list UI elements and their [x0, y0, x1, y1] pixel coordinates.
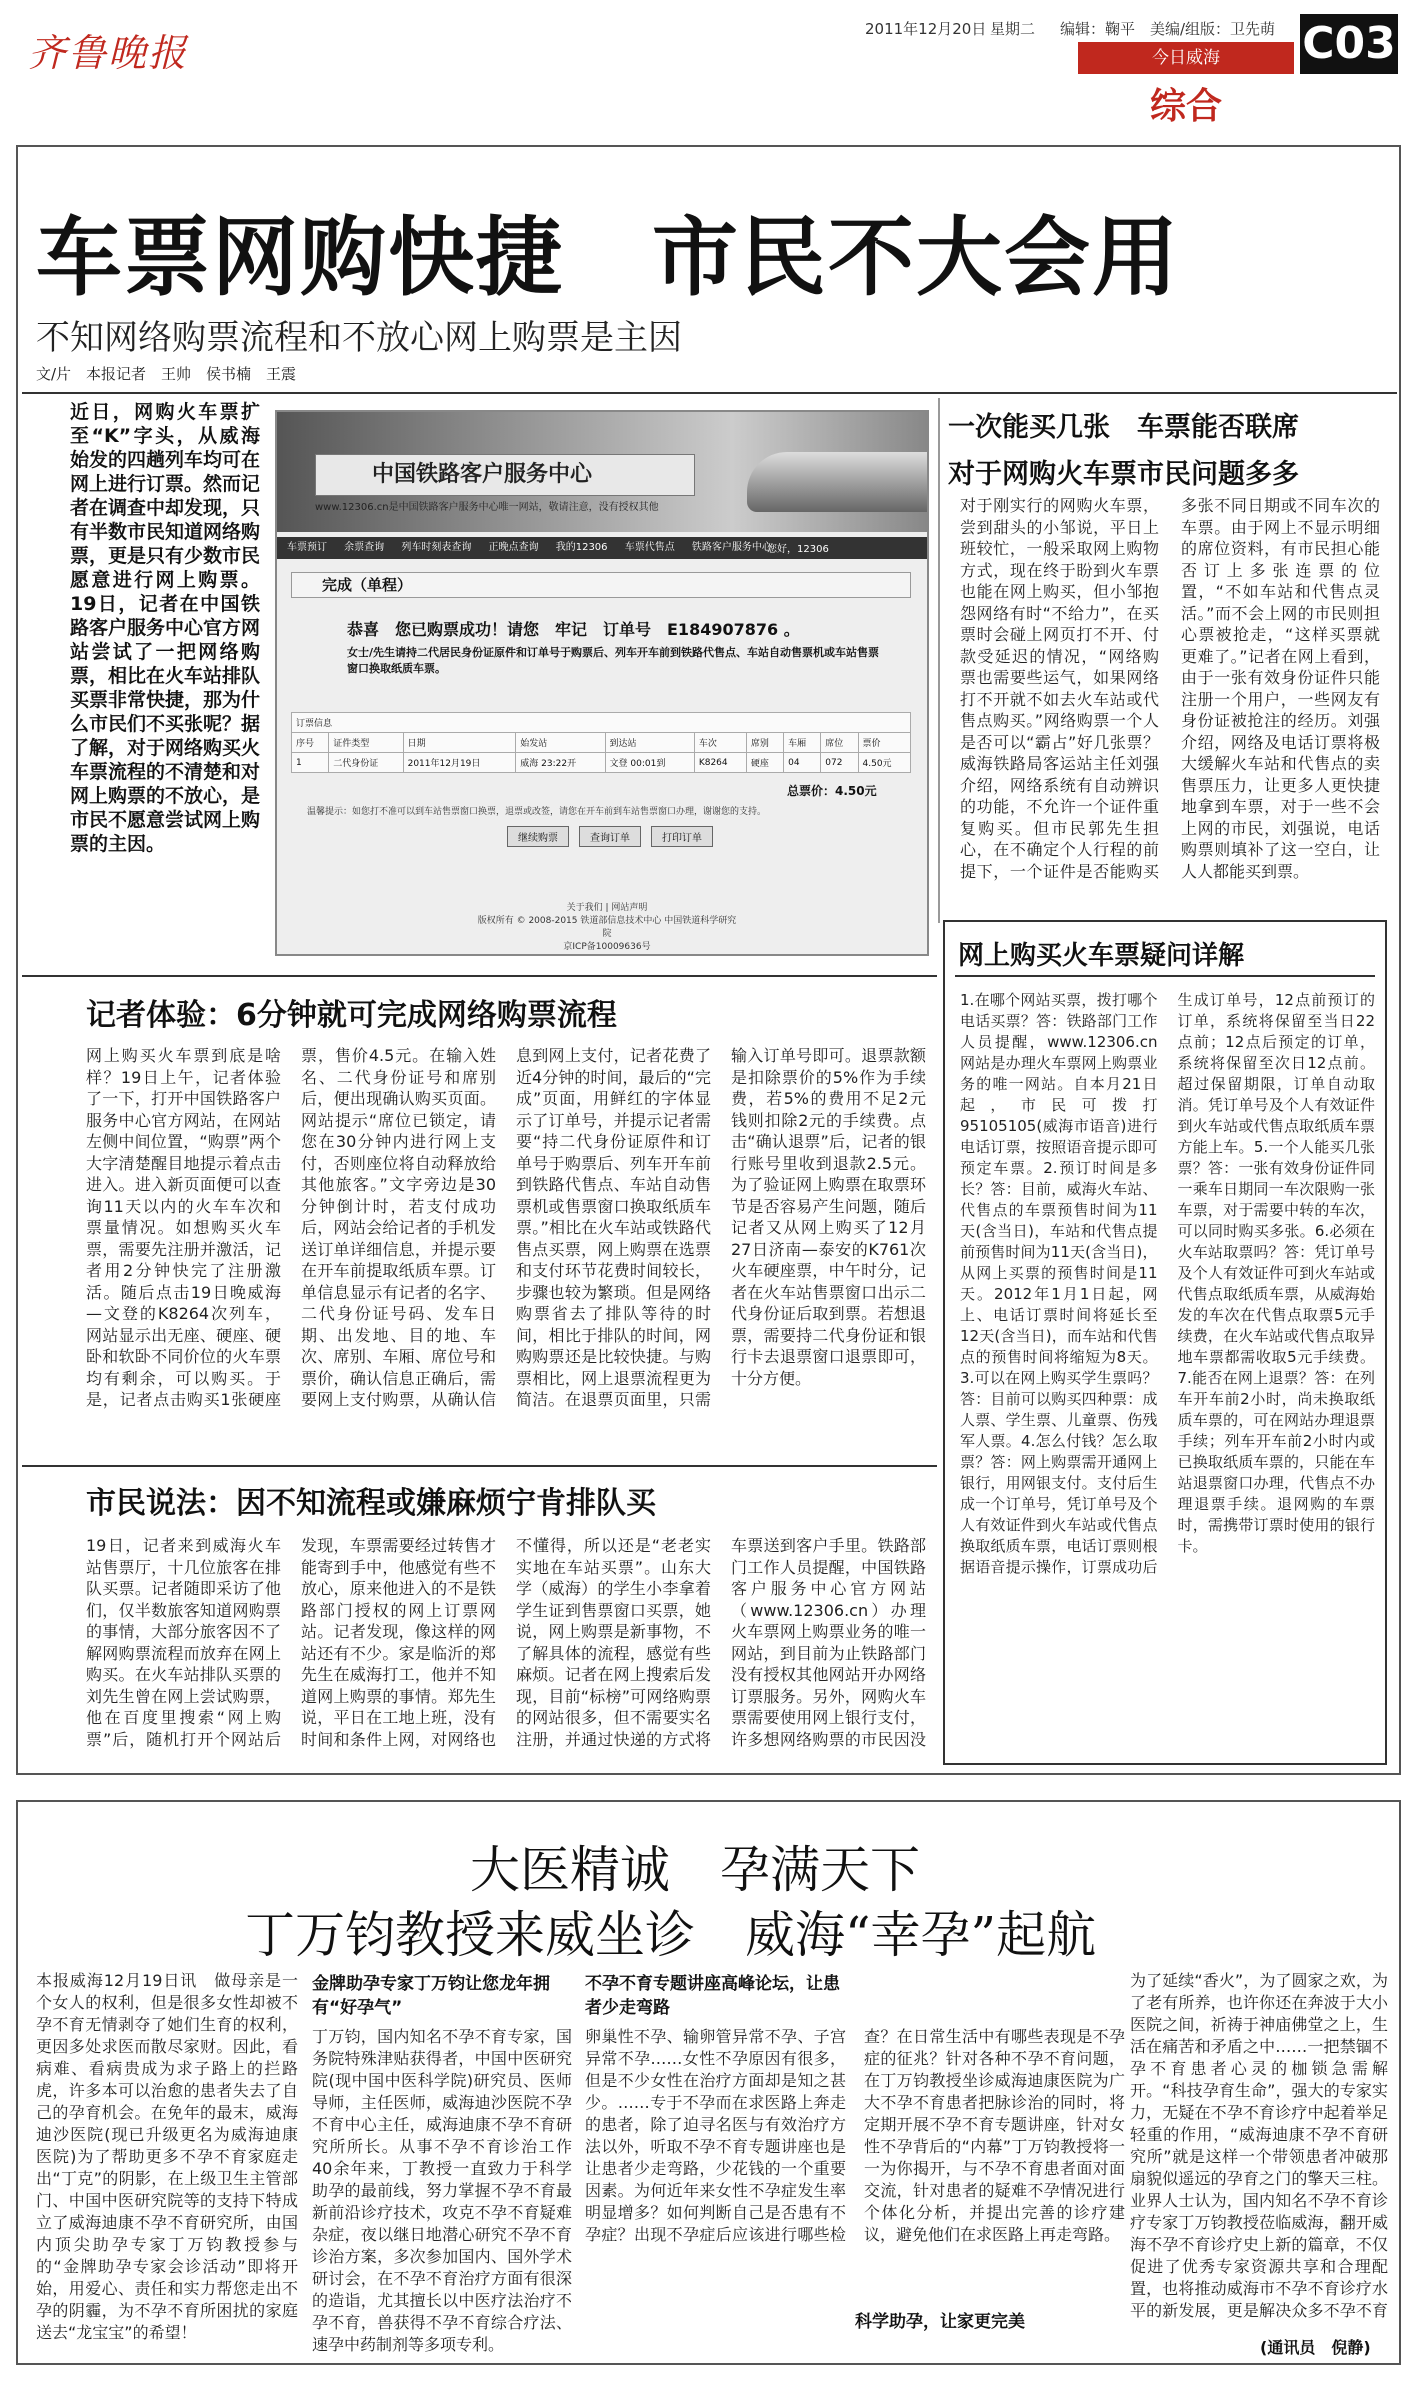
divider: [22, 975, 937, 977]
notice-text: 女士/先生请持二代居民身份证原件和订单号于购票后、列车开车前到铁路代售点、车站自动售票机或车站售票窗口换取纸质车票。: [347, 646, 880, 675]
congrats-text: 恭喜 您已购票成功！请您 牢记 订单号 E184907876 。: [347, 620, 800, 639]
experience-body: 网上购买火车票到底是啥样？19日上午，记者体验了一下，打开中国铁路客户服务中心官方网站，在网站左侧中间位置，“购票”两个大字清楚醒目地提示着点击进入。进入新页面便可以查询11天以内的火车车次和票量情况。如想购买火车票，需要先注册并激活，记者用2分钟快完了注册激活。随后点击19日晚威海—文登的K8264次列车，网站显示出无座、硬座、硬卧和软卧不同价位的火车票均有剩余，可以购买。于是，记者点击购买1张硬座票，售价4.5元。在输入姓名、二代身份证号和席别后，便出现确认购买页面。网站提示“席位已锁定，请您在30分钟内进行网上支付，否则座位将自动释放给其他旅客。”文字旁边是30分钟倒计时，若支付成功后，网站会给记者的手机发送订单详细信息，并提示要在开车前提取纸质车票。订单信息显示有记者的名字、二代身份证号码、发车日期、出发地、目的地、车次、席别、车厢、席位号和票价，确认信息正确后，需要网上支付购票，从确认信息到网上支付，记者花费了近4分钟的时间，最后的“完成”页面，用鲜红的字体显示了订单号，并提示记者需要“持二代身份证原件和订单号于购票后、列车开车前到铁路代售点、车站自动售票机或售票窗口换取纸质车票。”相比在火车站或铁路代售点买票，网上购票在选票和支付环节花费时间较长，步骤也较为繁琐。但是网络购票省去了排队等待的时间，相比于排队的时间，网购购票还是比较快捷。与购票相比，网上退票流程更为简洁。在退票页面里，只需输入订单号即可。退票款额是扣除票价的5%作为手续费，若5%的费用不足2元钱则扣除2元的手续费。点击“确认退票”后，记者的银行账号里收到退款2.5元。为了验证网上购票在取票环节是否容易产生问题，随后记者又从网上购买了12月27日济南—泰安的K761次火车硬座票，中午时分，记者在火车站售票窗口出示二代身份证后取到票。若想退票，需要持二代身份证和银行卡去退票窗口退票即可，十分方便。: [86, 1046, 926, 1409]
table-cell: 硬座: [746, 753, 783, 773]
designer-credit: 美编/组版：卫先萌: [1150, 20, 1276, 38]
table-cell: K8264: [694, 753, 746, 773]
table-cell: 2011年12月19日: [403, 753, 516, 773]
tip-text: 温馨提示：如您打不准可以到车站售票窗口换票，退票或改签，请您在开车前到车站售票窗口办理，谢谢您的支持。: [307, 807, 767, 817]
ad-column-4: 为了延续“香火”，为了圆家之欢，为了老有所养，也许你还在奔波于大小医院之间，祈祷于神庙佛堂之上，生活在痛苦和矛盾之中……一把禁锢不孕不育患者心灵的枷锁急需解开。“科技孕育生命”，强大的专家实力，无疑在不孕不育诊疗中起着举足轻重的作用，“威海迪康不孕不育研究所”就是这样一个带领患者冲破那扇貌似遥远的孕育之门的擎天三柱。业界人士认为，国内知名不孕不育诊疗专家丁万钧教授莅临威海，翻开威海不孕不育诊疗史上新的篇章，不仅促进了优秀专家资源共享和合理配置，也将推动威海市不孕不育诊疗水平的新发展，更是解决众多不孕不育: [1130, 1971, 1388, 2320]
site-url: www.12306.cn是中国铁路客户服务中心唯一网站，敬请注意，没有授权其他: [315, 502, 659, 513]
table-header: 席位: [821, 733, 858, 753]
site-nav: 车票预订 余票查询 列车时刻表查询 正晚点查询 我的12306 车票代售点 铁路客户服务中心: [277, 537, 927, 559]
order-info-label: 订票信息: [292, 713, 911, 733]
byline: 文/片 本报记者 王帅 侯书楠 王震: [36, 365, 297, 383]
table-header: 证件类型: [329, 733, 403, 753]
section-category: 综合: [1150, 86, 1223, 127]
table-cell: 1: [292, 753, 329, 773]
headline-part-b: 市民不大会用: [652, 208, 1180, 308]
faq-title: 网上购买火车票疑问详解: [958, 941, 1245, 971]
ad-headline-2: 丁万钧教授来威坐诊 威海“幸孕”起航: [245, 1906, 1097, 1964]
site-footer: [477, 902, 737, 954]
welcome-text: 您好，12306: [767, 544, 829, 555]
button-row: [507, 826, 723, 847]
ad-signoff: (通讯员 倪静): [1260, 2338, 1371, 2357]
table-header: 票价: [858, 733, 911, 753]
ad-headline-1: 大医精诚 孕满天下: [470, 1841, 920, 1899]
main-subheadline: 不知网络购票流程和不放心网上购票是主因: [36, 318, 682, 358]
print-order-button: 打印订单: [651, 826, 713, 847]
citizens-body: 19日，记者来到威海火车站售票厅，十几位旅客在排队买票。记者随即采访了他们，仅半数旅客知道网购票的事情，大部分旅客因不了解网购票流程而放弃在网上购买。在火车站排队买票的刘先生曾在网上尝试购票，他在百度里搜索“网上购票”后，随机打开个网站后发现，车票需要经过转售才能寄到手中，他感觉有些不放心，原来他进入的不是铁路部门授权的网上订票网站。记者发现，像这样的网站还有不少。家是临沂的郑先生在威海打工，他并不知道网上购票的事情。郑先生说，平日在工地上班，没有时间和条件上网，对网络也不懂得，所以还是“老老实实地在车站买票”。山东大学（威海）的学生小李拿着学生证到售票窗口买票，她说，网上购票是新事物，不了解具体的流程，感觉有些麻烦。记者在网上搜索后发现，目前“标榜”可网络购票的网站很多，但不需要实名注册，并通过快递的方式将车票送到客户手里。铁路部门工作人员提醒，中国铁路客户服务中心官方网站（www.12306.cn）办理火车票网上购票业务的唯一网站，到目前为止铁路部门没有授权其他网站开办网络订票服务。另外，网购火车票需要使用网上银行支付，许多想网络购票的市民因没: [86, 1536, 926, 1749]
table-header: 车厢: [784, 733, 821, 753]
site-logo: 中国铁路客户服务中心: [315, 454, 695, 496]
table-header: 车次: [694, 733, 746, 753]
experience-title: 记者体验：6分钟就可完成网络购票流程: [86, 998, 617, 1033]
main-headline: [36, 188, 1180, 312]
ad-col4-title: 科学助孕，让家更完美: [855, 2312, 1025, 2332]
footer-line: 关于我们 | 网站声明: [566, 903, 648, 913]
issue-weekday: 星期二: [990, 20, 1036, 38]
headline-part-a: 车票网购快捷: [36, 208, 564, 308]
table-header: 席别: [746, 733, 783, 753]
query-order-button: 查询订单: [579, 826, 641, 847]
lead-paragraph: 近日，网购火车票扩至“K”字头，从威海始发的四趟列车均可在网上进行订票。然而记者在调查中却发现，只有半数市民知道网络购票，更是只有少数市民愿意进行网上购票。19日，记者在中国铁路客户服务中心官方网站尝试了一把网络购票，相比在火车站排队买票非常快捷，那为什么市民们不买张呢？据了解，对于网络购买火车票流程的不清楚和对网上购票的不放心，是市民不愿意尝试网上购票的主因。: [70, 401, 260, 855]
table-header: 日期: [403, 733, 516, 753]
table-cell: 04: [784, 753, 821, 773]
table-cell: 威海 23:22开: [516, 753, 605, 773]
order-table: [291, 712, 911, 773]
footer-line: 京ICP备10009636号: [563, 942, 651, 952]
website-screenshot: [275, 410, 929, 956]
ad-column-2: 丁万钧，国内知名不孕不育专家，国务院特殊津贴获得者，中国中医研究院(现中国中医科学院)研究员、医师导师，主任医师，威海迪沙医院不孕不育中心主任，威海迪康不孕不育研究所所长。从事不孕不育诊治工作40余年来，丁教授一直致力于科学助孕的最前线，努力掌握不孕不育最新前沿诊疗技术，攻克不孕不育疑难杂症，夜以继日地潜心研究不孕不育诊治方案，多次参加国内、国外学术研讨会，在不孕不育治疗方面有很深的造诣，尤其擅长以中医疗法治疗不孕不育，兽获得不孕不育综合疗法、速孕中药制剂等多项专利。: [312, 2027, 572, 2354]
multi-body: 对于刚实行的网购火车票，尝到甜头的小邹说，平日上班较忙，一般采取网上购物方式，现在终于盼到火车票也能在网上购买，但小邹抱怨网络有时“不给力”，在买票时会碰上网页打不开、付款受延迟的情况，“网络购票也需要些运气，如果网络打不开就不如去火车站或代售点购买。”网络购票一个人是否可以“霸占”好几张票？威海铁路局客运站主任刘强介绍，网络系统有自动辨识的功能，不允许一个证件重复购买。但市民郭先生担心，在不确定个人行程的前提下，一个证件是否能购买多张不同日期或不同车次的车票。由于网上不显示明细的席位资料，有市民担心能否订上多张连票的位置，“不如车站和代售点灵活。”而不会上网的市民则担心票被抢走，“这样买票就更难了。”记者在网上看到，由于一张有效身份证件只能注册一个用户，一些网友有身份证被抢注的经历。刘强介绍，网络及电话订票将极大缓解火车站和代售点的卖售票压力，让更多人更快捷地拿到车票，对于一些不会上网的市民，刘强说，电话购票则填补了这一空白，让人人都能买到票。: [960, 496, 1380, 881]
faq-body: 1.在哪个网站买票，拨打哪个电话买票？答：铁路部门工作人员提醒，www.12306.cn网站是办理火车票网上购票业务的唯一网站。自本月21日起，市民可拨打95105105(威海市语音)进行电话订票，按照语音提示即可预定车票。2.预订时间是多长？答：目前，威海火车站、代售点的车票预售时间为11天(含当日)，车站和代售点提前预售时间为11天(含当日)，从网上买票的预售时间是11天。2012年1月1日起，网上、电话订票时间将延长至12天(含当日)，而车站和代售点的预售时间将缩短为8天。3.可以在网上购买学生票吗？答：目前可以购买四种票：成人票、学生票、儿童票、伤残军人票。4.怎么付钱？怎么取票？答：网上购票需开通网上银行，用网银支付。支付后生成一个订单号，凭订单号及个人有效证件到火车站或代售点换取纸质车票，电话订票则根据语音提示操作，订票成功后生成订单号，12点前预订的订单，系统将保留至当日22点前；12点后预定的订单，系统将保留至次日12点前。超过保留期限，订单自动取消。凭订单号及个人有效证件到火车站或代售点取纸质车票方能上车。5.一个人能买几张票？答：一张有效身份证件同一乘车日期同一车次限购一张车票，对于需要中转的车次，可以同时购买多张。6.必须在火车站取票吗？答：凭订单号及个人有效证件可到火车站或代售点取纸质车票，从威海始发的车次在代售点取票5元手续费，在火车站或代售点取异地车票都需收取5元手续费。7.能否在网上退票？答：在列车开车前2小时，尚未换取纸质车票的，可在网站办理退票手续；列车开车前2小时内或已换取纸质车票的，只能在车站退票窗口办理，代售点不办理退票手续。退网购的车票时，需携带订票时使用的银行卡。: [960, 991, 1375, 1576]
table-cell: 4.50元: [858, 753, 911, 773]
editor-credit: 编辑：鞠平: [1060, 20, 1136, 38]
newspaper-brand: 齐鲁晚报: [28, 31, 189, 75]
table-cell: 文登 00:01到: [605, 753, 694, 773]
ad-col2-title: 金牌助孕专家丁万钧让您龙年拥有“好孕气”: [312, 1974, 550, 2018]
section-bar: 今日威海: [1078, 42, 1294, 74]
table-row: [292, 753, 911, 773]
multi-title-1: 一次能买几张 车票能否联席: [948, 412, 1299, 443]
multi-title-2: 对于网购火车票市民问题多多: [948, 459, 1299, 490]
table-header: 序号: [292, 733, 329, 753]
ad-column-1: 本报威海12月19日讯 做母亲是一个女人的权利，但是很多女性却被不孕不育无情剥夺了她们生育的权利，更因多处求医而散尽家财。因此，看病难、看病贵成为求子路上的拦路虎，许多本可以治愈的患者失去了自己的孕育机会。在免年的最末，威海迪沙医院(现已升级更名为威海迪康医院)为了帮助更多不孕不育家庭走出“丁克”的阴影，在上级卫生主管部门、中国中医研究院等的支持下特成立了威海迪康不孕不育研究所，由国内顶尖助孕专家丁万钧教授参与的“金牌助孕专家会诊活动”即将开始，用爱心、责任和实力帮您走出不孕的阴霾，为不孕不育所困扰的家庭送去“龙宝宝”的希望！: [36, 1971, 298, 2342]
page-number: C03: [1300, 14, 1398, 74]
divider: [22, 1465, 937, 1467]
table-header: 到达站: [605, 733, 694, 753]
footer-line: 版权所有 © 2008-2015 铁道部信息技术中心 中国铁道科学研究院: [477, 916, 737, 939]
citizens-title: 市民说法：因不知流程或嫌麻烦宁肯排队买: [86, 1486, 656, 1521]
done-label: 完成（单程）: [291, 572, 911, 598]
table-cell: 二代身份证: [329, 753, 403, 773]
table-header-row: [292, 733, 911, 753]
train-image: [747, 452, 927, 512]
issue-date: 2011年12月20日: [865, 20, 987, 38]
ad-column-3: 卵巢性不孕、输卵管异常不孕、子宫异常不孕……女性不孕原因有很多，但是不少女性在治疗方面却是知之甚少。……专于不孕而在求医路上奔走的患者，除了迫寻名医与有效治疗方法以外，听取不孕不育专题讲座也是让患者少走弯路，少花钱的一个重要因素。为何近年来女性不孕症发生率明显增多？如何判断自己是否患有不孕症？出现不孕症后应该进行哪些检查？在日常生活中有哪些表现是不孕症的征兆？针对各种不孕不育问题，在丁万钧教授坐诊威海迪康医院为广大不孕不育患者把脉诊治的同时，将定期开展不孕不育专题讲座，针对女性不孕背后的“内幕”丁万钧教授将一一为你揭开，与不孕不育患者面对面交流，针对患者的疑难不孕情况进行个体化分析，并提出完善的诊疗建议，避免他们在求医路上再走弯路。: [585, 2027, 1125, 2244]
table-cell: 072: [821, 753, 858, 773]
ad-col3-title: 不孕不育专题讲座高峰论坛，让患者少走弯路: [585, 1974, 840, 2018]
divider: [22, 392, 1397, 394]
total-price: 总票价：4.50元: [787, 784, 877, 798]
table-header: 始发站: [516, 733, 605, 753]
divider: [955, 975, 1375, 977]
continue-button: 继续购票: [507, 826, 569, 847]
column-divider: [938, 398, 940, 923]
